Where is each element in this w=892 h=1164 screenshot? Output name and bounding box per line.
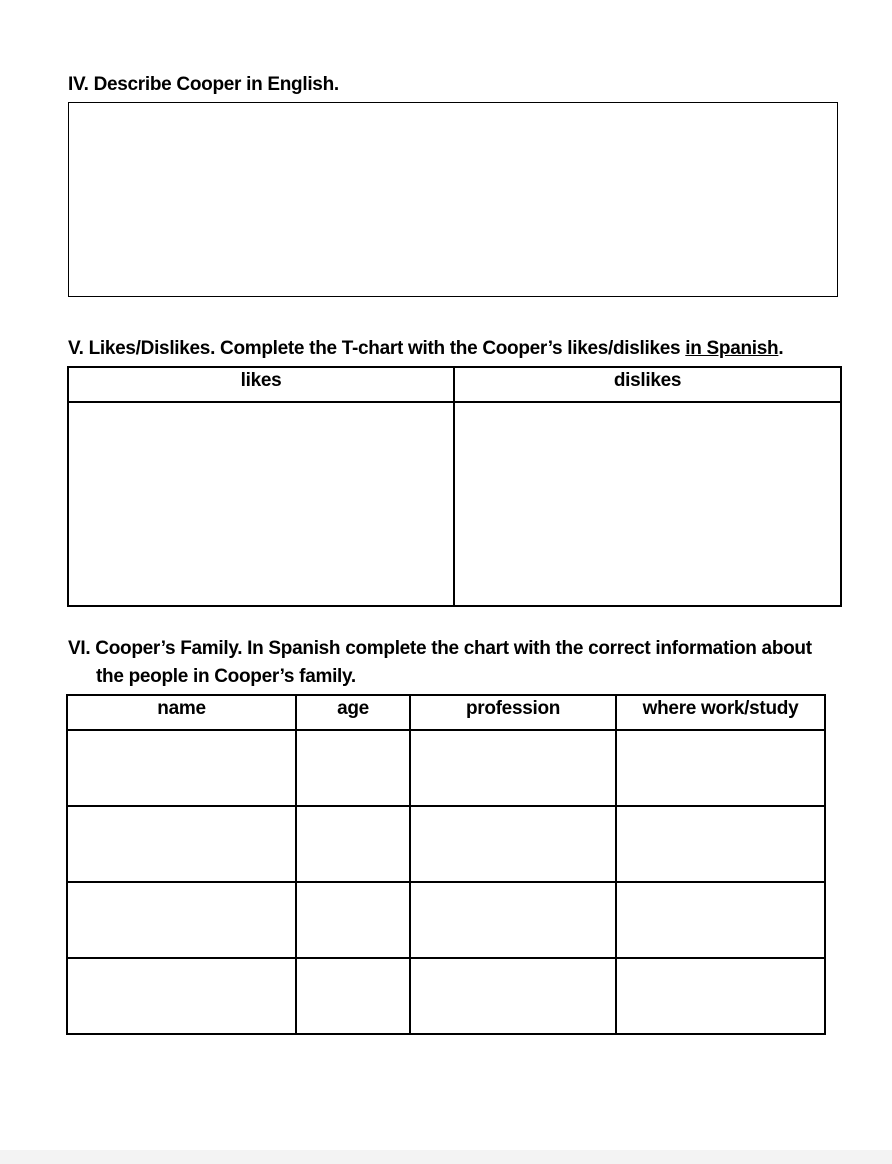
likes-answer-cell[interactable] — [68, 402, 454, 606]
name-cell[interactable] — [67, 882, 296, 958]
t-chart-header-row — [68, 367, 841, 402]
where-work-study-cell[interactable] — [616, 958, 825, 1034]
section-6-heading-line-1: VI. Cooper’s Family. In Spanish complete the chart with the correct information about — [68, 638, 812, 659]
table-row — [67, 882, 825, 958]
likes-column-header: likes — [68, 367, 454, 402]
section-4-heading: IV. Describe Cooper in English. — [68, 74, 339, 95]
table-row — [67, 958, 825, 1034]
name-cell[interactable] — [67, 806, 296, 882]
where-work-study-cell[interactable] — [616, 806, 825, 882]
profession-cell[interactable] — [410, 806, 616, 882]
dislikes-column-header: dislikes — [454, 367, 841, 402]
age-cell[interactable] — [296, 958, 410, 1034]
name-column-header: name — [67, 695, 296, 730]
table-row — [67, 806, 825, 882]
section-5-heading-end: . — [778, 338, 784, 359]
t-chart-body-row — [68, 402, 841, 606]
describe-cooper-answer-box[interactable] — [68, 102, 838, 297]
family-chart — [66, 694, 826, 1035]
table-row — [67, 730, 825, 806]
dislikes-answer-cell[interactable] — [454, 402, 841, 606]
profession-cell[interactable] — [410, 958, 616, 1034]
age-cell[interactable] — [296, 882, 410, 958]
profession-cell[interactable] — [410, 730, 616, 806]
age-cell[interactable] — [296, 730, 410, 806]
where-work-study-column-header: where work/study — [616, 695, 825, 730]
profession-cell[interactable] — [410, 882, 616, 958]
age-cell[interactable] — [296, 806, 410, 882]
section-5-heading — [68, 335, 783, 363]
where-work-study-cell[interactable] — [616, 730, 825, 806]
family-chart-header-row — [67, 695, 825, 730]
name-cell[interactable] — [67, 730, 296, 806]
section-5-heading-underlined: in Spanish — [685, 338, 779, 359]
section-6-heading-line-2: the people in Cooper’s family. — [96, 666, 356, 687]
name-cell[interactable] — [67, 958, 296, 1034]
where-work-study-cell[interactable] — [616, 882, 825, 958]
profession-column-header: profession — [410, 695, 616, 730]
page-bottom-edge — [0, 1150, 892, 1164]
age-column-header: age — [296, 695, 410, 730]
likes-dislikes-t-chart — [67, 366, 842, 607]
section-5-heading-text: V. Likes/Dislikes. Complete the T-chart with the Cooper’s likes/dislikes — [68, 338, 686, 359]
